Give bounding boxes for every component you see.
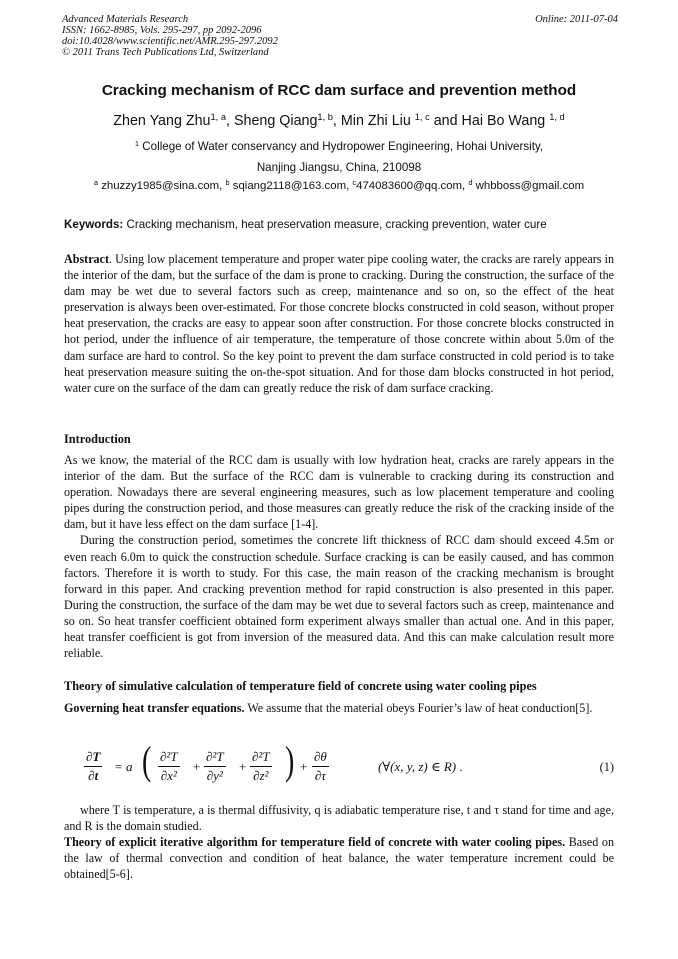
- affiliation-line-2: Nanjing Jiangsu, China, 210098: [256, 161, 422, 174]
- section-heading-introduction: Introduction: [64, 432, 131, 446]
- equation-explanation: [64, 802, 614, 882]
- email-address: zhuzzy1985@sina.com,: [98, 180, 226, 192]
- email-address: 474083600@qq.com,: [356, 180, 469, 192]
- eq-plus: +: [193, 759, 201, 774]
- author-name: Sheng Qiang: [233, 113, 318, 129]
- keywords-label: Keywords:: [64, 218, 124, 231]
- affiliation-sup: 1: [134, 138, 140, 148]
- abstract-text: . Using low placement temperature and proper water pipe cooling water, the cracks are rarely appears in the interior of the dam, but the surface of the dam is prone to cracking. During the construction, the surface of the dam may be wet due to several factors such as creep, maintenance and so on, so the effect of the heat preservation is always been over-estimated. For those concrete blocks constructed in cold season, without proper heat preservation, the cracks are easy to appear soon after construction. For those concrete blocks constructed in hot period, under the influence of air temperature, the temperature of those concrete within about 5.0m of the dam surface are hard to control. So the key point to prevent the dam surface constructed in cold period is to take heat preservation measure suiting the on-the-spot situation. And for those dam blocks constructed in hot period, water cure on the surface of the dam can greatly reduce the risk of dam surface cracking.: [64, 252, 614, 395]
- email-address: sqiang2118@163.com,: [229, 180, 353, 192]
- eq-denominator: ∂τ: [314, 768, 326, 783]
- eq-right-paren: ): [284, 738, 295, 783]
- eq-plus: +: [239, 759, 247, 774]
- abstract: [64, 251, 614, 396]
- eq-denominator: ∂t: [88, 768, 99, 783]
- where-text: where T is temperature, a is thermal diffusivity, q is adiabatic temperature rise, t and τ stand for time and age, and R is the domain studied.: [64, 803, 614, 834]
- eq-equals-text: = a: [114, 759, 133, 774]
- eq-numerator: ∂²T: [204, 749, 226, 767]
- journal-doi: doi:10.4028/www.scientific.net/AMR.295-297.2092: [62, 36, 278, 47]
- eq-denominator: ∂y²: [206, 768, 223, 783]
- author-separator: and: [429, 113, 462, 129]
- governing-text: We assume that the material obeys Fourier’s law of heat conduction[5].: [244, 701, 593, 715]
- eq-source-term: [312, 749, 329, 784]
- keywords-text: Cracking mechanism, heat preservation measure, cracking prevention, water cure: [123, 218, 547, 231]
- author-emails: [0, 177, 678, 192]
- eq-lhs-fraction: [84, 749, 102, 784]
- eq-domain: [378, 759, 463, 775]
- email-sup: c: [352, 177, 357, 187]
- keywords: [64, 218, 547, 231]
- eq-period: .: [459, 759, 463, 774]
- governing-paragraph: [64, 700, 614, 716]
- journal-header: [62, 14, 278, 58]
- author-affil-sup: 1, a: [210, 111, 226, 122]
- journal-name: Advanced Materials Research: [62, 14, 189, 25]
- email-address: whbboss@gmail.com: [472, 180, 585, 192]
- paper-title: Cracking mechanism of RCC dam surface and prevention method: [101, 82, 577, 99]
- eq-term-z: [250, 749, 272, 784]
- eq-denominator: ∂x²: [160, 768, 177, 783]
- explicit-label: Theory of explicit iterative algorithm for temperature field of concrete with water cooling pipes.: [64, 835, 566, 850]
- eq-numerator: ∂²T: [250, 749, 272, 767]
- author-affil-sup: 1, b: [317, 111, 333, 122]
- author-separator: ,: [226, 113, 234, 129]
- author-name: Zhen Yang Zhu: [113, 113, 211, 129]
- eq-numerator: ∂T: [84, 749, 102, 767]
- email-sup: b: [225, 177, 230, 187]
- paragraph: During the construction period, sometimes the concrete lift thickness of RCC dam should exceed 4.5m or even reach 6.0m to quick the construction schedule. Surface cracking is can be easily caused, and has common factors. Therefore it is worth to study. For this case, the main reason of the cracking mechanism is brought forward in this paper. And cracking prevention method for rapid construction is also presented in this paper. During the construction, the surface of the dam may be wet due to several factors such as creep, maintenance and so on. So heat transfer coefficient obtained form experiment always smaller than actual one. And in this paper, heat transfer coefficient is got from inversion of the measured data. And this can make calculation result more reliable.: [64, 533, 614, 661]
- introduction-body: [64, 452, 614, 661]
- eq-numerator: ∂²T: [158, 749, 180, 767]
- journal-copyright: © 2011 Trans Tech Publications Ltd, Switzerland: [62, 47, 269, 58]
- section-heading-theory: Theory of simulative calculation of temperature field of concrete using water cooling pipes: [64, 679, 537, 693]
- author-name: Min Zhi Liu: [340, 113, 415, 129]
- explicit-text: Based on the law of thermal convection and condition of heat balance, the water temperature increment could be obtained[5-6].: [64, 835, 614, 882]
- governing-label: Governing heat transfer equations.: [64, 701, 245, 715]
- eq-domain-text: (∀(x, y, z) ∈ R): [378, 759, 457, 774]
- equation-number: (1): [599, 760, 614, 774]
- paragraph: As we know, the material of the RCC dam is usually with low hydration heat, cracks are rarely appears in the interior of the dam. But the surface of the RCC dam is vulnerable to cracking during its construction and operation. Nowadays there are several engineering measures, such as low placement temperature and cooling pipes during the construction period, and those measures can greatly reduce the risk of the cracking inside of the dam, but it have less effect on the dam surface [1-4].: [64, 453, 614, 532]
- affiliation-text: College of Water conservancy and Hydropower Engineering, Hohai University,: [139, 140, 544, 153]
- eq-numerator: ∂θ: [312, 749, 329, 767]
- journal-issn: ISSN: 1662-8985, Vols. 295-297, pp 2092-2096: [62, 25, 262, 36]
- eq-term-y: [204, 749, 226, 784]
- abstract-label: Abstract: [64, 252, 110, 266]
- eq-plus: +: [300, 759, 308, 774]
- email-sup: d: [468, 177, 473, 187]
- affiliation-line-1: [0, 140, 678, 153]
- email-sup: a: [93, 177, 99, 187]
- author-affil-sup: 1, c: [414, 111, 430, 122]
- equation-1: [64, 738, 614, 799]
- author-separator: ,: [332, 113, 341, 129]
- author-affil-sup: 1, d: [549, 111, 565, 122]
- author-list: [0, 113, 678, 129]
- eq-denominator: ∂z²: [253, 768, 269, 783]
- author-name: Hai Bo Wang: [461, 113, 550, 129]
- eq-equals: [114, 759, 133, 775]
- online-date: Online: 2011-07-04: [535, 14, 618, 25]
- eq-term-x: [158, 749, 180, 784]
- eq-left-paren: (: [141, 738, 152, 783]
